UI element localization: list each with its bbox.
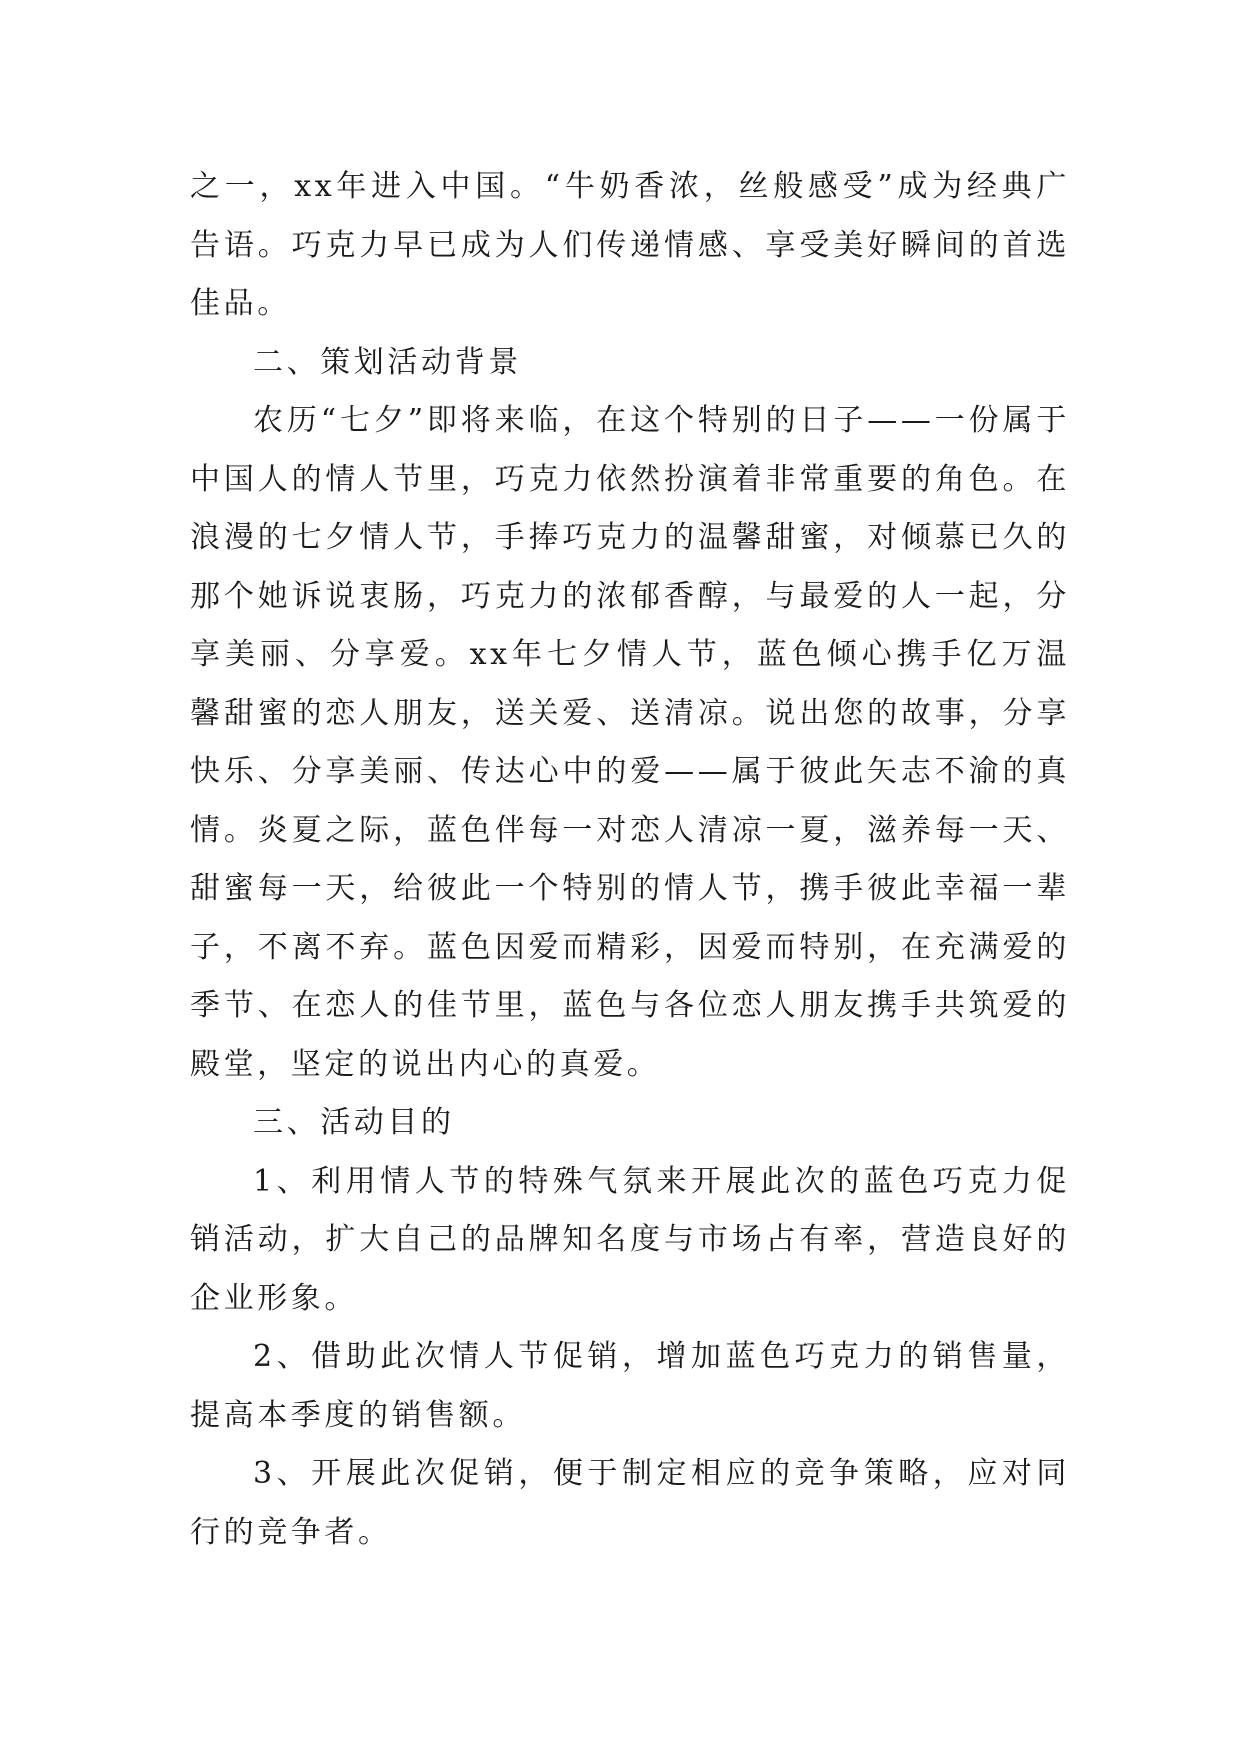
paragraph-background: 农历“七夕”即将来临，在这个特别的日子——一份属于中国人的情人节里，巧克力依然扮演着非常重要的角色。在浪漫的七夕情人节，手捧巧克力的温馨甜蜜，对倾慕已久的那个她诉说衷肠，巧克力的浓郁香醇，与最爱的人一起，分享美丽、分享爱。xx年七夕情人节，蓝色倾心携手亿万温馨甜蜜的恋人朋友，送关爱、送清凉。说出您的故事，分享快乐、分享美丽、传达心中的爱——属于彼此矢志不渝的真情。炎夏之际，蓝色伴每一对恋人清凉一夏，滋养每一天、甜蜜每一天，给彼此一个特别的情人节，携手彼此幸福一辈子，不离不弃。蓝色因爱而精彩，因爱而特别，在充满爱的季节、在恋人的佳节里，蓝色与各位恋人朋友携手共筑爱的殿堂，坚定的说出内心的真爱。	[190, 403, 1070, 1082]
paragraph-goal-2: 2、借助此次情人节促销，增加蓝色巧克力的销售量，提高本季度的销售额。	[190, 1339, 1070, 1433]
paragraph-goal-1: 1、利用情人节的特殊气氛来开展此次的蓝色巧克力促销活动，扩大自己的品牌知名度与市场占有率，营造良好的企业形象。	[190, 1163, 1070, 1316]
section-heading-background: 二、策划活动背景	[253, 344, 522, 380]
paragraph-goal-3: 3、开展此次促销，便于制定相应的竞争策略，应对同行的竞争者。	[190, 1456, 1070, 1550]
section-heading-goals: 三、活动目的	[253, 1105, 455, 1140]
paragraph-intro-end: 之一，xx年进入中国。“牛奶香浓，丝般感受”成为经典广告语。巧克力早已成为人们传递情感、享受美好瞬间的首选佳品。	[190, 169, 1070, 321]
document-body	[190, 158, 1070, 1562]
